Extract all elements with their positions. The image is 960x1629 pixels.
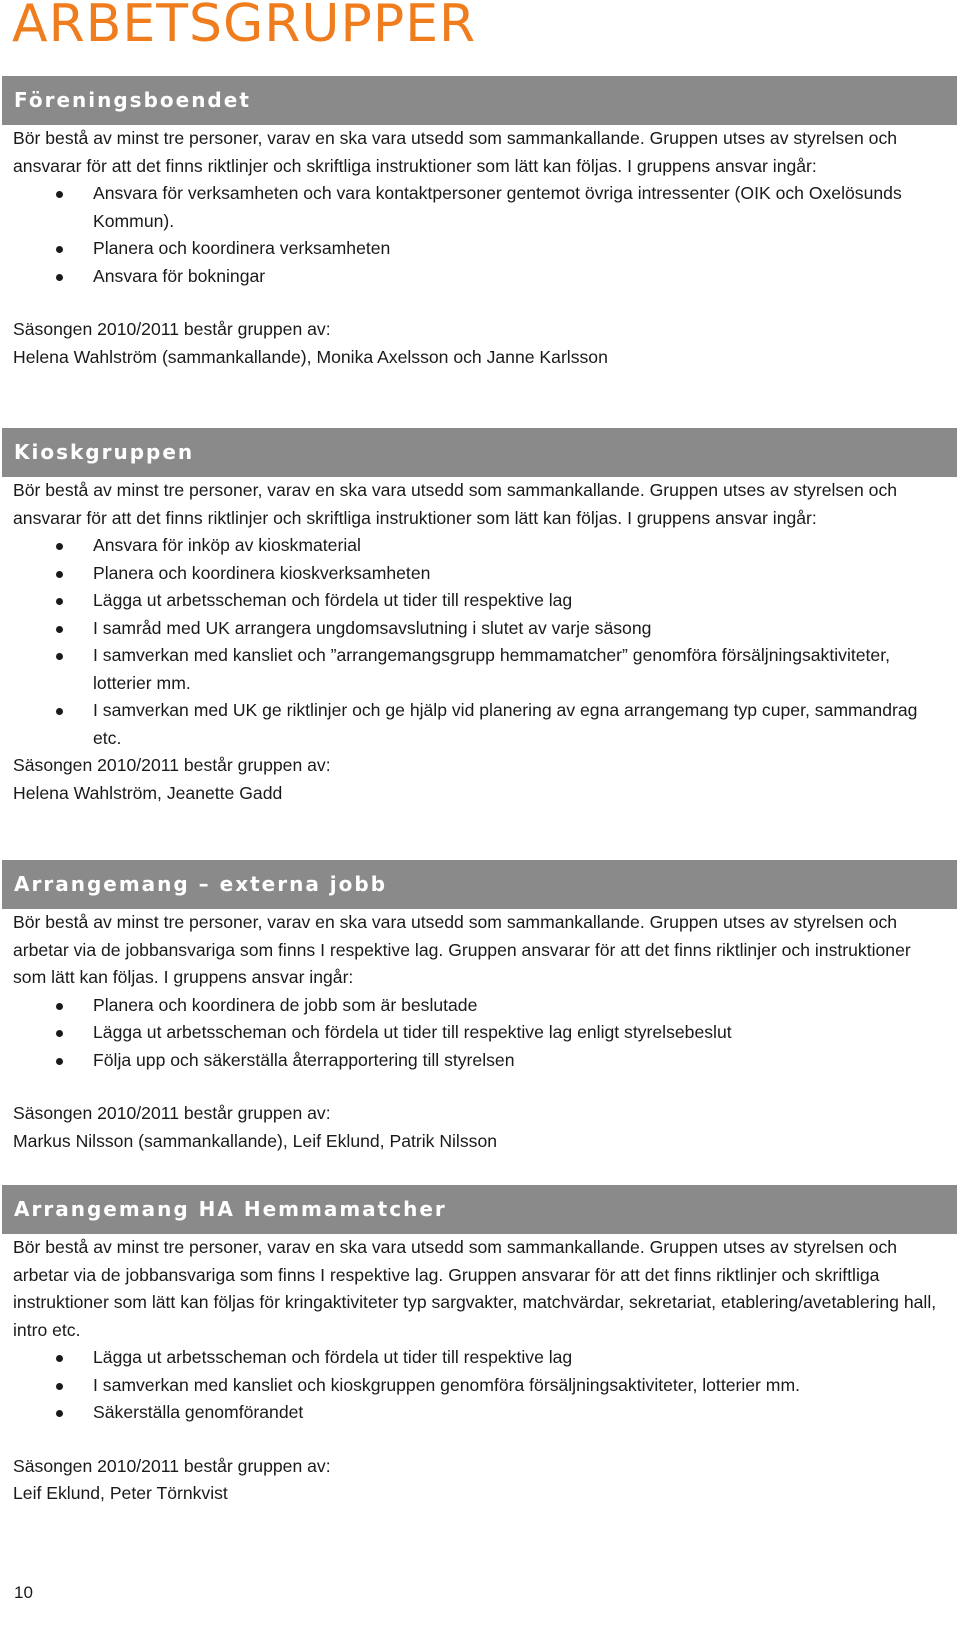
members-text: Helena Wahlström (sammankallande), Monika Axelsson och Janne Karlsson: [13, 346, 608, 367]
responsibility-list: [13, 1344, 940, 1427]
section-header: Arrangemang HA Hemmamatcher: [2, 1185, 957, 1234]
list-item: Ansvara för verksamheten och vara kontaktpersoner gentemot övriga intressenter (OIK och Oxelösunds Kommun).: [13, 180, 940, 235]
section-foreningsboendet: [0, 76, 960, 371]
season-label: Säsongen 2010/2011 består gruppen av:: [13, 755, 331, 775]
season-label: Säsongen 2010/2011 består gruppen av:: [13, 1103, 331, 1123]
section-arrangemang-ha-hemmamatcher: [0, 1185, 960, 1508]
season-label: Säsongen 2010/2011 består gruppen av:: [13, 1455, 331, 1476]
section-body: [0, 477, 960, 807]
section-body: [0, 125, 960, 371]
list-item: Ansvara för inköp av kioskmaterial: [13, 532, 940, 560]
section-header: Kioskgruppen: [2, 428, 957, 477]
list-item: I samverkan med kansliet och ”arrangemangsgrupp hemmamatcher” genomföra försäljningsaktiviteter, lotterier mm.: [13, 642, 940, 697]
season-label: Säsongen 2010/2011 består gruppen av:: [13, 319, 331, 339]
list-item: Ansvara för bokningar: [13, 263, 940, 291]
page-number: 10: [14, 1583, 33, 1602]
responsibility-list: [13, 992, 940, 1075]
list-item: Planera och koordinera kioskverksamheten: [13, 560, 940, 588]
responsibility-list: [13, 180, 940, 290]
list-item: Följa upp och säkerställa återrapportering till styrelsen: [13, 1047, 940, 1075]
section-arrangemang-externa-jobb: [0, 860, 960, 1155]
members-text: Helena Wahlström, Jeanette Gadd: [13, 782, 283, 803]
list-item: Planera och koordinera de jobb som är beslutade: [13, 992, 940, 1020]
list-item: I samverkan med kansliet och kioskgruppen genomföra försäljningsaktiviteter, lotterier mm.: [13, 1372, 940, 1400]
members-text: Leif Eklund, Peter Törnkvist: [13, 1483, 228, 1503]
section-kioskgruppen: [0, 428, 960, 807]
list-item: Lägga ut arbetsscheman och fördela ut tider till respektive lag enligt styrelsebeslut: [13, 1019, 940, 1047]
section-intro: Bör bestå av minst tre personer, varav en ska vara utsedd som sammankallande. Gruppen utses av styrelsen och arbetar via de jobbansvariga som finns I respektive lag. Gruppen ansvarar för att det finns riktlinjer och skriftliga instruktioner som lätt kan följas för kringaktiviteter typ sargvakter, matchvärdar, sekretariat, etablering/avetablering hall, intro etc.: [13, 1237, 937, 1340]
section-intro: Bör bestå av minst tre personer, varav en ska vara utsedd som sammankallande. Gruppen utses av styrelsen och arbetar via de jobbansvariga som finns I respektive lag. Gruppen ansvarar för att det finns riktlinjer och instruktioner som lätt kan följas. I gruppens ansvar ingår:: [13, 912, 911, 987]
section-header: Arrangemang – externa jobb: [2, 860, 957, 909]
section-intro: Bör bestå av minst tre personer, varav en ska vara utsedd som sammankallande. Gruppen utses av styrelsen och ansvarar för att det finns riktlinjer och skriftliga instruktioner som lätt kan följas. I gruppens ansvar ingår:: [13, 480, 898, 528]
section-body: [0, 909, 960, 1155]
list-item: I samverkan med UK ge riktlinjer och ge hjälp vid planering av egna arrangemang typ cuper, sammandrag etc.: [13, 697, 940, 752]
list-item: Lägga ut arbetsscheman och fördela ut tider till respektive lag: [13, 587, 940, 615]
members-text: Markus Nilsson (sammankallande), Leif Eklund, Patrik Nilsson: [13, 1130, 498, 1151]
section-header: Föreningsboendet: [2, 76, 957, 125]
list-item: Lägga ut arbetsscheman och fördela ut tider till respektive lag: [13, 1344, 940, 1372]
list-item: I samråd med UK arrangera ungdomsavslutning i slutet av varje säsong: [13, 615, 940, 643]
page-title: ARBETSGRUPPER: [12, 0, 477, 54]
responsibility-list: [13, 532, 940, 752]
list-item: Planera och koordinera verksamheten: [13, 235, 940, 263]
list-item: Säkerställa genomförandet: [13, 1399, 940, 1427]
section-intro: Bör bestå av minst tre personer, varav en ska vara utsedd som sammankallande. Gruppen utses av styrelsen och ansvarar för att det finns riktlinjer och skriftliga instruktioner som lätt kan följas. I gruppens ansvar ingår:: [13, 128, 898, 176]
section-body: [0, 1234, 960, 1508]
